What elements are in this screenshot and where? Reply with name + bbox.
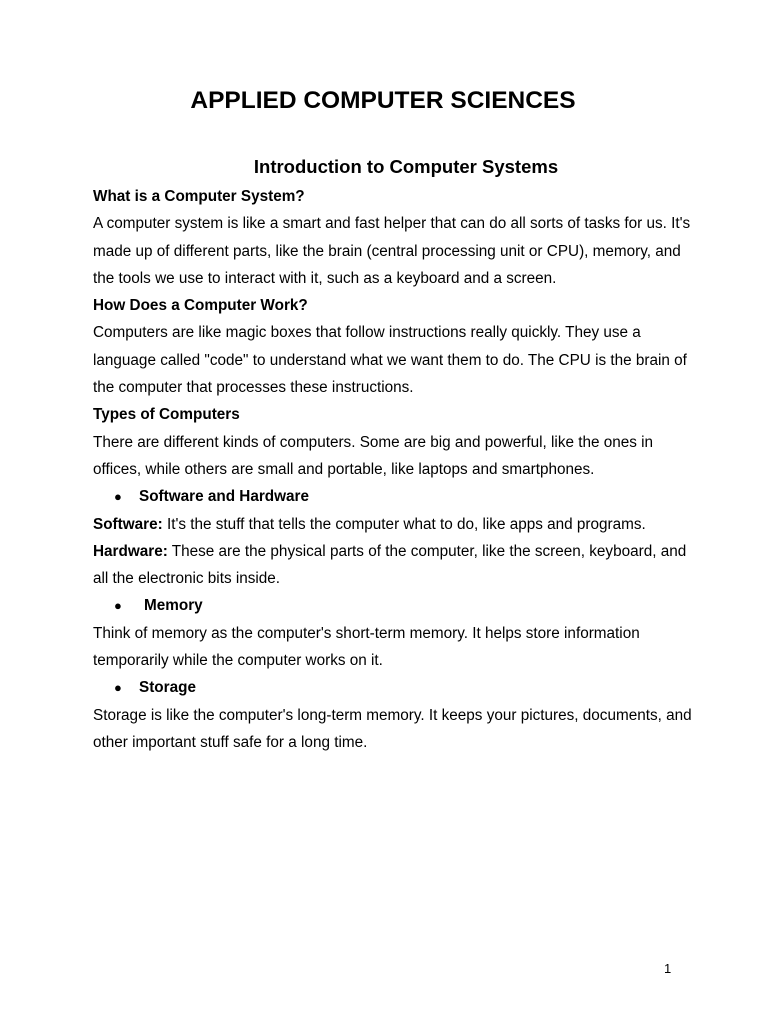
bullet-dot-icon: ●: [114, 598, 122, 614]
definition-software: It's the stuff that tells the computer what to do, like apps and programs.: [162, 515, 646, 533]
definition-hardware: These are the physical parts of the computer, like the screen, keyboard, and all the electronic bits inside.: [93, 542, 687, 588]
bullet-dot-icon: ●: [114, 680, 122, 696]
paragraph-storage: Storage is like the computer's long-term memory. It keeps your pictures, documents, and other important stuff safe for a long time.: [93, 706, 692, 751]
bullet-software-hardware: [93, 483, 693, 510]
document-body: [93, 183, 693, 756]
paragraph-memory: Think of memory as the computer's short-term memory. It helps store information temporarily while the computer works on it.: [93, 624, 640, 670]
bullet-memory: [93, 592, 693, 619]
paragraph-how-computer-works: Computers are like magic boxes that follow instructions really quickly. They use a language called "code" to understand what we want them to do. The CPU is the brain of the computer that processes these instructions.: [93, 324, 687, 397]
term-software: Software:: [93, 515, 163, 533]
bullet-label: Software and Hardware: [139, 488, 310, 506]
heading-types-of-computers: Types of Computers: [93, 406, 240, 424]
term-hardware: Hardware:: [93, 542, 168, 560]
page-number: 1: [664, 961, 672, 976]
paragraph-what-is-computer-system: A computer system is like a smart and fast helper that can do all sorts of tasks for us. It's made up of different parts, like the brain (central processing unit or CPU), memory, and the tools we use to interact with it, such as a keyboard and a screen.: [93, 215, 691, 287]
bullet-storage: [93, 674, 693, 701]
document-title: APPLIED COMPUTER SCIENCES: [190, 87, 576, 114]
document-subtitle: Introduction to Computer Systems: [253, 156, 559, 177]
bullet-label: Storage: [139, 679, 196, 697]
paragraph-types-of-computers: There are different kinds of computers. Some are big and powerful, like the ones in offices, while others are small and portable, like laptops and smartphones.: [93, 433, 654, 478]
heading-how-computer-works: How Does a Computer Work?: [93, 297, 308, 315]
heading-what-is-computer-system: What is a Computer System?: [93, 188, 305, 205]
bullet-label: Memory: [144, 597, 203, 615]
paragraph-software: [93, 511, 693, 538]
bullet-dot-icon: ●: [114, 489, 122, 505]
paragraph-hardware: [93, 538, 693, 593]
